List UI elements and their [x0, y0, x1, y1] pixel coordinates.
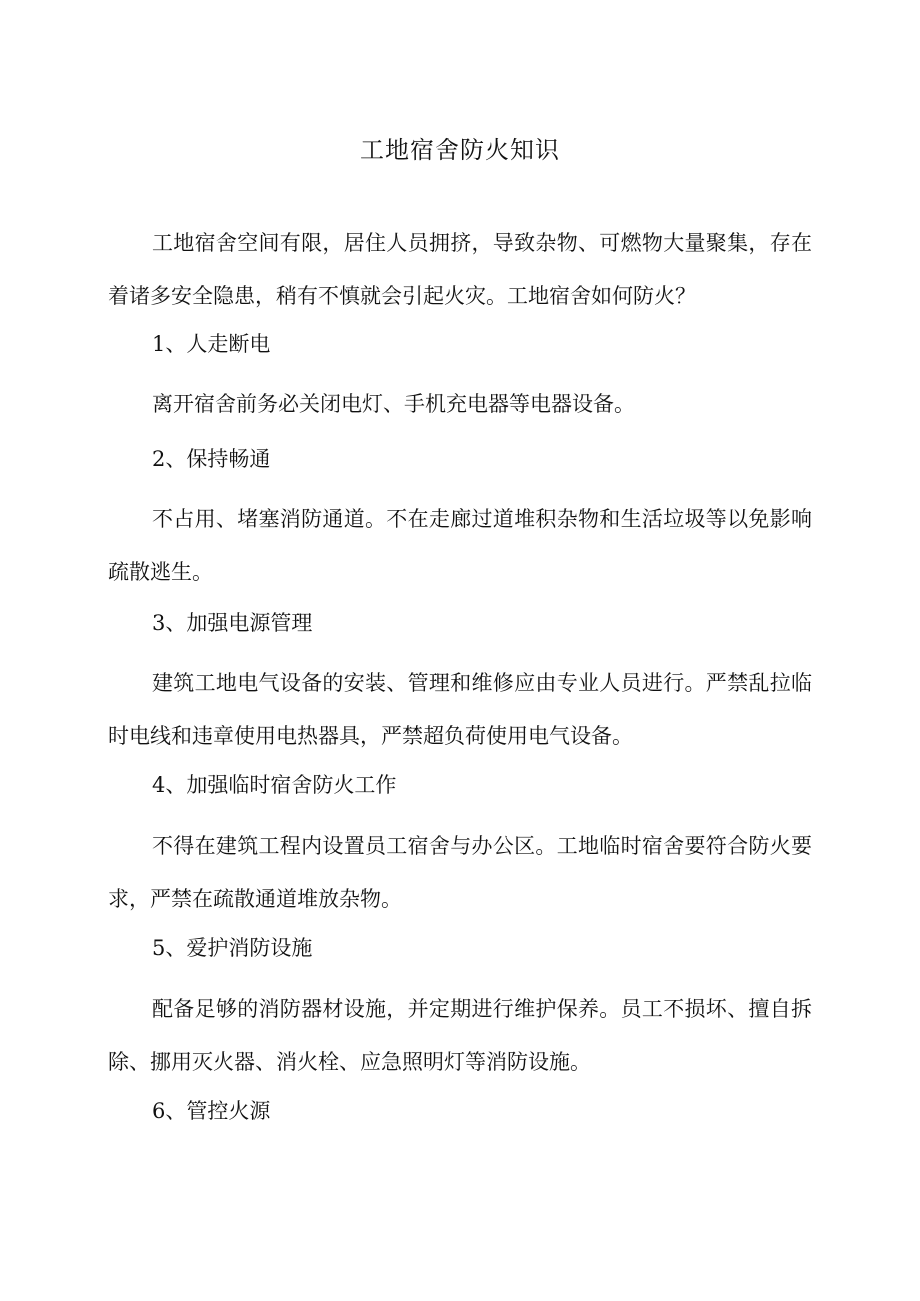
- section-heading-4: 4、加强临时宿舍防火工作: [152, 773, 397, 797]
- intro-paragraph: 工地宿舍空间有限，居住人员拥挤，导致杂物、可燃物大量聚集，存在着诸多安全隐患，稍有不慎就会引起火灾。工地宿舍如何防火？: [108, 231, 812, 308]
- section-body-5: 配备足够的消防器材设施，并定期进行维护保养。员工不损坏、擅自拆除、挪用灭火器、消火栓、应急照明灯等消防设施。: [108, 997, 812, 1074]
- section-heading-1: 1、人走断电: [152, 332, 271, 356]
- section-body-1: 离开宿舍前务必关闭电灯、手机充电器等电器设备。: [152, 392, 635, 416]
- section-heading-6: 6、管控火源: [152, 1099, 271, 1123]
- section-heading-3: 3、加强电源管理: [152, 611, 313, 635]
- section-heading-5: 5、爱护消防设施: [152, 936, 313, 960]
- section-body-4: 不得在建筑工程内设置员工宿舍与办公区。工地临时宿舍要符合防火要求，严禁在疏散通道堆放杂物。: [108, 834, 812, 911]
- section-body-2: 不占用、堵塞消防通道。不在走廊过道堆积杂物和生活垃圾等以免影响疏散逃生。: [108, 507, 812, 584]
- document-title: 工地宿舍防火知识: [360, 136, 560, 164]
- section-heading-2: 2、保持畅通: [152, 447, 271, 471]
- section-body-3: 建筑工地电气设备的安装、管理和维修应由专业人员进行。严禁乱拉临时电线和违章使用电热器具，严禁超负荷使用电气设备。: [108, 671, 812, 748]
